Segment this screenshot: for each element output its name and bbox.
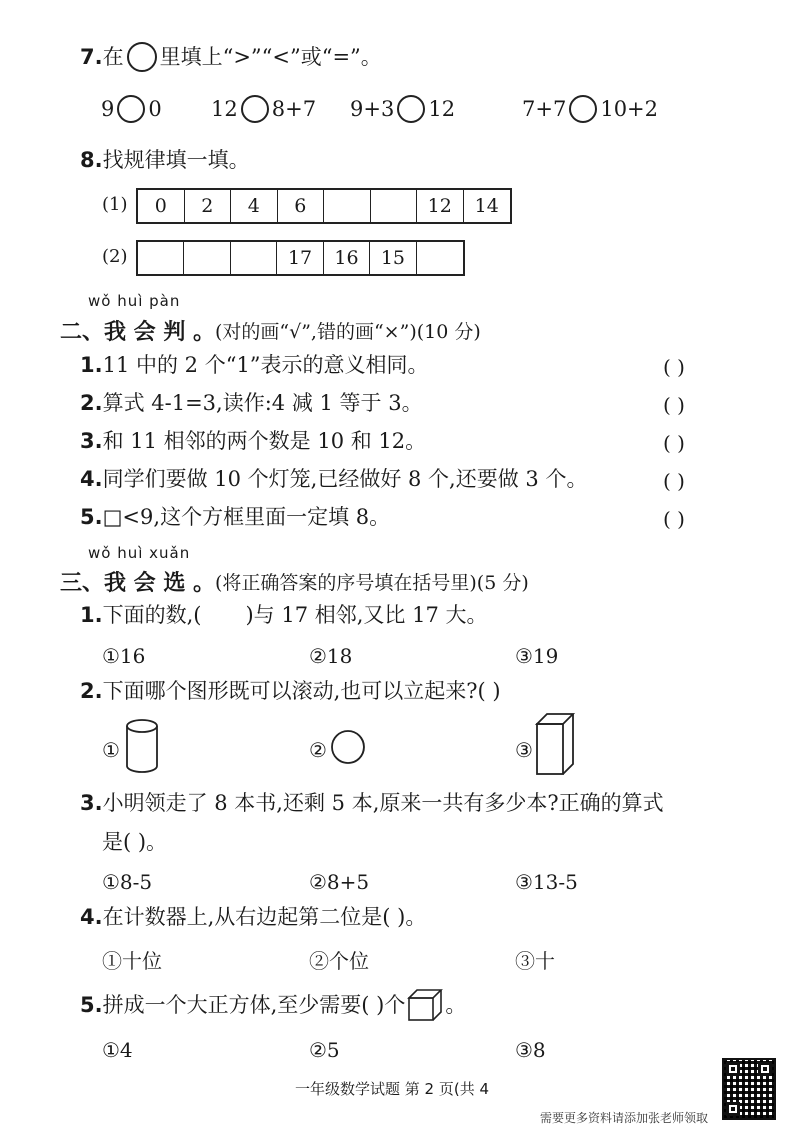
choice-option[interactable]: ①16 [102, 644, 146, 668]
choice-q1 [80, 605, 487, 626]
choice-option[interactable]: ③十 [515, 949, 555, 973]
compare-circle-input[interactable] [397, 95, 425, 123]
q7-item-left: 12 [211, 96, 238, 121]
choice-q2-number: 2. [80, 679, 103, 703]
judge-item-4 [80, 469, 587, 490]
q7-item-right: 10+2 [600, 96, 659, 121]
watermark-text: 需要更多资料请添加张老师领取 [540, 1111, 709, 1125]
answer-paren[interactable]: ( ) [663, 469, 685, 493]
choice-option[interactable]: ① [102, 738, 120, 762]
choice-q4-text: 在计数器上,从右边起第二位是( )。 [102, 905, 427, 929]
q8-row1-grid [136, 188, 512, 224]
q8-row2-grid [136, 240, 465, 276]
answer-paren[interactable]: ( ) [663, 355, 685, 379]
judge-item-1 [80, 355, 429, 376]
grid-cell[interactable]: 0 [138, 190, 185, 222]
grid-cell[interactable] [371, 190, 418, 222]
choice-q2 [80, 681, 501, 702]
choice-q3-text2: 是( )。 [102, 830, 168, 854]
choice-option[interactable]: ② [309, 738, 327, 762]
q8-row2-label: (2) [102, 246, 128, 267]
grid-cell[interactable] [324, 190, 371, 222]
grid-cell[interactable]: 12 [417, 190, 464, 222]
section2-pinyin: wǒ huì pàn [88, 292, 181, 310]
compare-circle-input[interactable] [569, 95, 597, 123]
q7-prompt-pre: 在 [102, 44, 124, 69]
small-cube-icon [407, 988, 443, 1022]
judge-item-number: 1. [80, 353, 103, 377]
judge-item-2 [80, 393, 423, 414]
grid-cell[interactable] [231, 242, 277, 274]
qr-code-icon [722, 1058, 776, 1120]
judge-item-3 [80, 431, 426, 452]
choice-q1-text-b: )与 17 相邻,又比 17 大。 [245, 603, 488, 627]
choice-option[interactable]: ②个位 [309, 949, 369, 973]
judge-item-text: 11 中的 2 个“1”表示的意义相同。 [102, 353, 429, 377]
judge-item-number: 4. [80, 467, 103, 491]
choice-q4 [80, 907, 426, 928]
q7-prompt [80, 42, 382, 72]
choice-option[interactable]: ③19 [515, 644, 559, 668]
grid-cell[interactable]: 4 [231, 190, 278, 222]
q8-prompt [80, 150, 250, 171]
q7-item-right: 0 [148, 96, 162, 121]
choice-q2-text: 下面哪个图形既可以滚动,也可以立起来?( ) [102, 679, 501, 703]
q7-item-left: 9+3 [350, 96, 395, 121]
choice-option[interactable]: ②18 [309, 644, 353, 668]
judge-item-text: 算式 4-1=3,读作:4 减 1 等于 3。 [102, 391, 423, 415]
page-footer: 一年级数学试题 第 2 页(共 4 [295, 1080, 490, 1098]
section3-heading [60, 566, 529, 597]
choice-q5-number: 5. [80, 992, 103, 1017]
compare-circle-input[interactable] [241, 95, 269, 123]
choice-q5-text-b: 。 [445, 992, 467, 1017]
grid-cell[interactable]: 17 [277, 242, 323, 274]
choice-option[interactable]: ③13-5 [515, 870, 578, 894]
choice-option[interactable]: ①4 [102, 1038, 133, 1062]
circle-blank-icon [127, 42, 157, 72]
q7-item-1 [101, 95, 162, 123]
q7-item-2 [211, 95, 316, 123]
q7-item-left: 9 [101, 96, 115, 121]
q7-item-right: 12 [428, 96, 456, 121]
choice-option[interactable]: ③8 [515, 1038, 546, 1062]
choice-q1-text-a: 下面的数,( [102, 603, 202, 627]
q7-prompt-post: 里填上“>”“<”或“=”。 [159, 44, 382, 69]
choice-option[interactable]: ①十位 [102, 949, 162, 973]
judge-item-number: 2. [80, 391, 103, 415]
cuboid-icon [535, 712, 575, 776]
grid-cell[interactable] [138, 242, 184, 274]
section2-note: (对的画“√”,错的画“×”)(10 分) [214, 321, 481, 343]
choice-q5-text-a: 拼成一个大正方体,至少需要( )个 [102, 992, 406, 1017]
judge-item-number: 3. [80, 429, 103, 453]
grid-cell[interactable]: 2 [185, 190, 232, 222]
cylinder-icon [124, 718, 160, 774]
section2-title: 二、我 会 判 。 [60, 320, 215, 345]
q8-prompt-text: 找规律填一填。 [102, 148, 250, 172]
q8-row1-label: (1) [102, 194, 128, 215]
section3-pinyin: wǒ huì xuǎn [88, 544, 191, 562]
q7-item-left: 7+7 [522, 96, 567, 121]
judge-item-text: 同学们要做 10 个灯笼,已经做好 8 个,还要做 3 个。 [102, 467, 588, 491]
grid-cell[interactable]: 15 [370, 242, 416, 274]
choice-option[interactable]: ③ [515, 738, 533, 762]
choice-option[interactable]: ②8+5 [309, 870, 370, 894]
grid-cell[interactable]: 16 [324, 242, 370, 274]
choice-option[interactable]: ②5 [309, 1038, 340, 1062]
section2-heading [60, 315, 481, 346]
grid-cell[interactable] [184, 242, 230, 274]
section3-note: (将正确答案的序号填在括号里)(5 分) [214, 572, 529, 594]
grid-cell[interactable] [417, 242, 463, 274]
grid-cell[interactable]: 6 [278, 190, 325, 222]
choice-q5 [80, 988, 466, 1022]
section3-title: 三、我 会 选 。 [60, 571, 215, 596]
judge-item-5 [80, 507, 390, 528]
judge-item-text: □<9,这个方框里面一定填 8。 [102, 505, 391, 529]
choice-q1-number: 1. [80, 603, 103, 627]
choice-q3 [80, 793, 664, 814]
grid-cell[interactable]: 14 [474, 195, 499, 217]
answer-paren[interactable]: ( ) [663, 431, 685, 455]
q7-item-4 [522, 95, 658, 123]
choice-q4-number: 4. [80, 905, 103, 929]
judge-item-number: 5. [80, 505, 103, 529]
choice-q3-number: 3. [80, 791, 103, 815]
compare-circle-input[interactable] [117, 95, 145, 123]
q8-number: 8. [80, 148, 103, 172]
choice-option[interactable]: ①8-5 [102, 870, 153, 894]
answer-paren[interactable]: ( ) [663, 393, 685, 417]
choice-q3-text: 小明领走了 8 本书,还剩 5 本,原来一共有多少本?正确的算式 [102, 791, 664, 815]
answer-paren[interactable]: ( ) [663, 507, 685, 531]
judge-item-text: 和 11 相邻的两个数是 10 和 12。 [102, 429, 427, 453]
q7-item-3 [350, 95, 455, 123]
q7-number: 7. [80, 44, 103, 69]
sphere-icon [329, 728, 367, 766]
q7-item-right: 8+7 [271, 96, 317, 121]
